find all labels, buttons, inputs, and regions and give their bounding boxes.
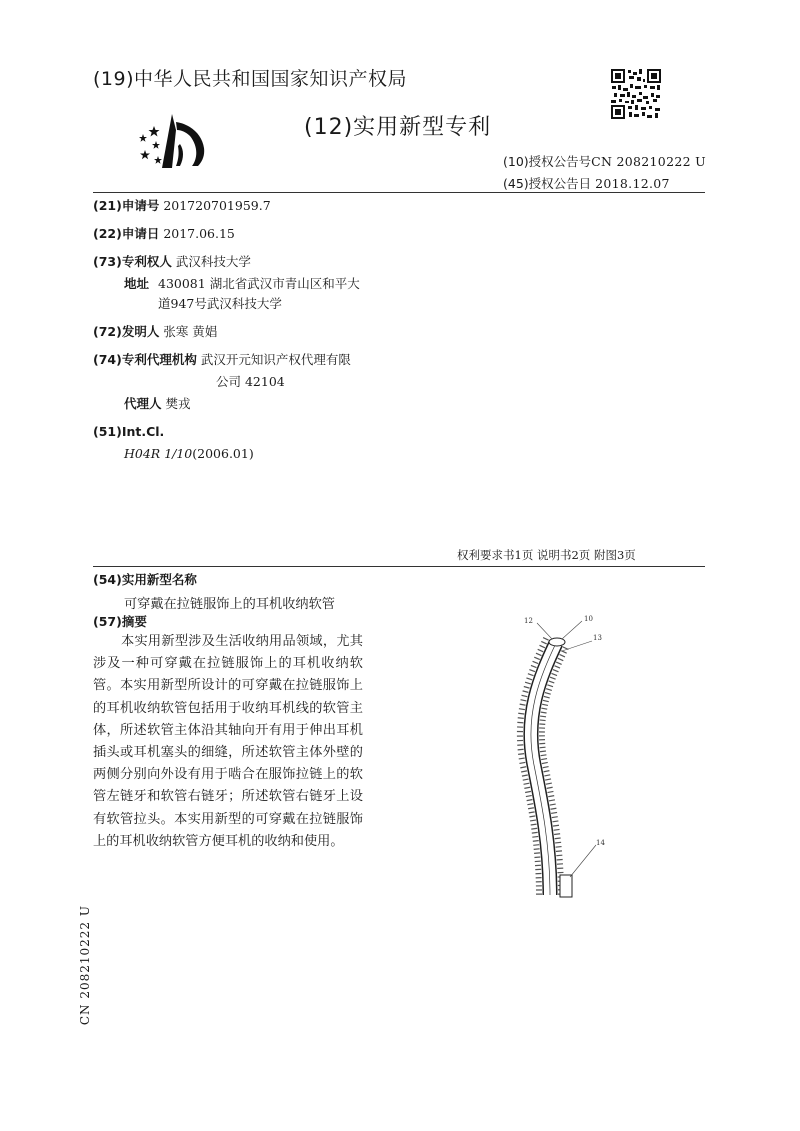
side-publication-number: CN 208210222 U [78,905,92,1026]
ref-label-14: 14 [596,839,605,847]
title-label-row [93,572,197,588]
application-number-row [93,198,271,214]
publication-date-row [503,174,670,192]
agency-line-2: 公司 42104 [216,374,285,389]
inventor-row [93,324,217,340]
hose-drawing [500,605,630,905]
publication-number-value: CN 208210222 U [591,154,706,169]
publication-number-row [503,152,706,170]
office-name: (19)中华人民共和国国家知识产权局 [93,68,408,90]
address-label [124,276,149,292]
agent-row [124,396,191,412]
ipc-label-row [93,424,164,440]
application-number-label: (21)申请号 [93,198,160,213]
agency-line-1: 武汉开元知识产权代理有限 [200,352,351,367]
address-line-1 [158,276,360,292]
patentee-value: 武汉科技大学 [175,254,251,269]
address-label-text: 地址 [124,276,150,291]
address-line-2-text: 道947号武汉科技大学 [158,296,282,311]
page-counts: 权利要求书1页 说明书2页 附图3页 [457,548,636,562]
ipc-code-row [124,446,254,462]
header-rule [93,192,705,193]
application-date-label: (22)申请日 [93,226,160,241]
qr-code-icon [610,68,662,120]
agent-label: 代理人 [124,396,162,411]
middle-rule [93,566,705,567]
title-label: (54)实用新型名称 [93,572,197,587]
ref-label-13: 13 [593,634,602,642]
office-logo-icon [132,110,212,172]
abstract-label: (57)摘要 [93,614,147,629]
ipc-version: (2006.01) [192,446,254,461]
patentee-row [93,254,251,270]
application-date-value: 2017.06.15 [163,226,235,241]
application-date-row [93,226,235,242]
patent-kind: (12)实用新型专利 [304,115,492,140]
patentee-label: (73)专利权人 [93,254,172,269]
inventor-value: 张寒 黄娼 [163,324,218,339]
ipc-code: H04R 1/10 [124,446,193,461]
ref-label-12: 12 [524,617,533,625]
publication-number-label: (10)授权公告号 [503,154,592,169]
agency-line-2-row [216,374,285,390]
inventor-label: (72)发明人 [93,324,160,339]
abstract-text: 本实用新型涉及生活收纳用品领域，尤其涉及一种可穿戴在拉链服饰上的耳机收纳软管。本实用新型所设计的可穿戴在拉链服饰上的耳机收纳软管包括用于收纳耳机线的软管主体，所述软管主体沿其轴向开有用于伸出耳机插头或耳机塞头的细缝，所述软管主体外壁的两侧分别向外设有用于啮合在服饰拉链上的软管左链牙和软管右链牙；所述软管右链牙上设有软管拉头。本实用新型的可穿戴在拉链服饰上的耳机收纳软管方便耳机的收纳和使用。 [93,634,363,849]
utility-model-title: 可穿戴在拉链服饰上的耳机收纳软管 [124,597,335,612]
publication-date-label: (45)授权公告日 [503,176,592,191]
agent-value: 樊戎 [165,396,191,411]
application-number-value: 201720701959.7 [163,198,271,213]
address-line-2 [158,296,282,312]
ipc-label: (51)Int.Cl. [93,424,165,439]
address-line-1-text: 430081 湖北省武汉市青山区和平大 [158,276,360,291]
agency-row [93,352,351,368]
abstract-label-row [93,614,147,630]
publication-date-value: 2018.12.07 [595,176,670,191]
agency-label: (74)专利代理机构 [93,352,197,367]
ref-label-10: 10 [584,615,593,623]
